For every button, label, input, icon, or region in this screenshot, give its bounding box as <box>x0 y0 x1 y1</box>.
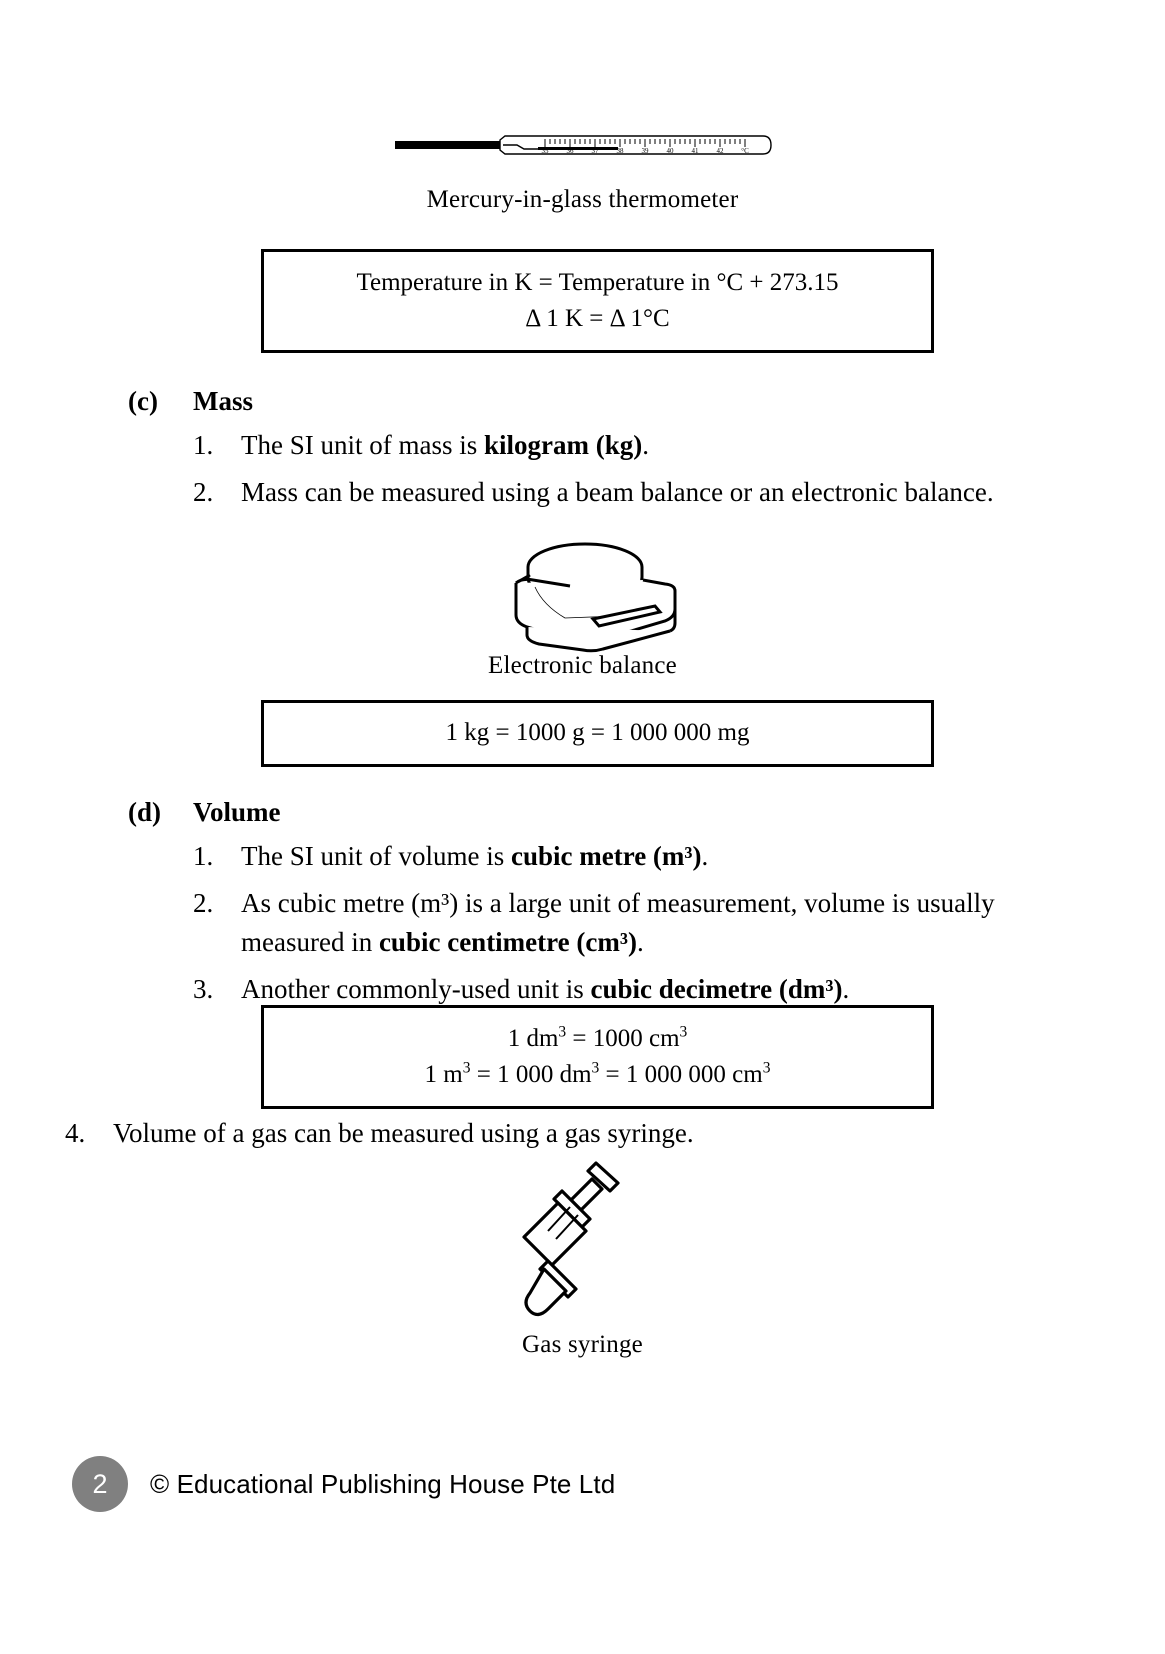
volume-formula-line-1: 1 $dm^3 = 1000$ $cm^3$ <box>507 1023 688 1052</box>
list-item <box>193 837 1028 875</box>
list-item-text: Mass can be measured using a beam balance or an electronic balance. <box>241 477 994 508</box>
list-item-number: 2. <box>193 477 214 508</box>
page-footer <box>72 1456 615 1512</box>
thermo-tick-35: 35 <box>541 147 548 155</box>
thermo-tick-36: 36 <box>566 147 573 155</box>
section-mass-heading <box>128 386 1028 417</box>
section-mass <box>128 386 1028 512</box>
thermometer-icon <box>393 128 773 162</box>
list-item-emphasis: cubic metre (m³) <box>510 841 702 871</box>
thermo-tick-37: 37 <box>591 147 598 155</box>
list-item-number: 3. <box>193 973 214 1004</box>
list-item-emphasis: cubic centimetre (cm³) <box>378 926 637 957</box>
list-item <box>193 473 1028 511</box>
list-item-number: 2. <box>193 888 214 919</box>
list-item-text: Volume of a gas can be measured using a gas syringe. <box>113 1118 694 1148</box>
temperature-formula-line-2: Δ 1 K = Δ 1°C <box>525 304 670 332</box>
list-item <box>193 426 1028 464</box>
volume-formula-line-2: 1 $m^3 = 1$ 000 $dm^3 = 1$ 000 000 $cm^3$ <box>424 1059 771 1088</box>
electronic-balance-figure <box>0 523 1165 658</box>
volume-formula-box <box>261 1005 934 1109</box>
temperature-formula-line-1: Temperature in K = Temperature in °C + 273.15 <box>356 269 839 296</box>
list-item-number: 1. <box>193 430 214 460</box>
list-item-emphasis: kilogram (kg) <box>484 430 643 460</box>
mass-formula-box <box>261 700 934 767</box>
gas-syringe-figure <box>0 1157 1165 1337</box>
section-mass-title: Mass <box>193 386 253 416</box>
thermo-tick-40: 40 <box>666 147 673 155</box>
list-item-number: 1. <box>193 841 214 871</box>
temperature-formula-box <box>261 249 934 353</box>
thermo-tick-38: 38 <box>616 147 623 155</box>
section-volume <box>128 797 1028 1008</box>
mass-formula-line-1: 1 kg = 1000 g = 1 000 000 mg <box>445 719 750 746</box>
section-mass-letter: (c) <box>128 386 158 416</box>
list-item-emphasis: cubic decimetre (dm³) <box>590 973 843 1004</box>
list-item <box>65 1114 900 1152</box>
electronic-balance-caption: Electronic balance <box>488 652 677 679</box>
thermometer-figure <box>0 128 1165 162</box>
copyright-text: © Educational Publishing House Pte Ltd <box>150 1468 616 1499</box>
thermo-tick-42: 42 <box>716 147 723 155</box>
electronic-balance-icon <box>475 523 690 653</box>
section-volume-heading <box>128 797 1028 828</box>
list-item <box>193 884 1028 961</box>
list-item-text: Another commonly-used unit is cubic decimetre (dm³). <box>241 973 850 1004</box>
gas-syringe-icon <box>518 1157 648 1332</box>
section-volume-letter: (d) <box>128 797 161 827</box>
list-item-text: The SI unit of mass is kilogram (kg). <box>241 430 649 460</box>
list-item-text: As cubic metre (m³) is a large unit of measurement, volume is usually measured in cubic centimetre (cm³). <box>241 888 995 957</box>
list-item-number: 4. <box>65 1118 86 1148</box>
thermometer-caption: Mercury-in-glass thermometer <box>426 186 739 213</box>
thermo-unit-label: °C <box>740 147 749 155</box>
list-item <box>193 970 1028 1008</box>
section-volume-title: Volume <box>193 797 281 827</box>
thermo-tick-41: 41 <box>691 147 698 155</box>
section-volume-item-4 <box>0 1114 900 1152</box>
gas-syringe-caption: Gas syringe <box>522 1331 643 1358</box>
thermo-tick-39: 39 <box>641 147 648 155</box>
page-number-badge: 2 <box>72 1456 128 1512</box>
list-item-text: The SI unit of volume is cubic metre (m³). <box>241 841 709 871</box>
